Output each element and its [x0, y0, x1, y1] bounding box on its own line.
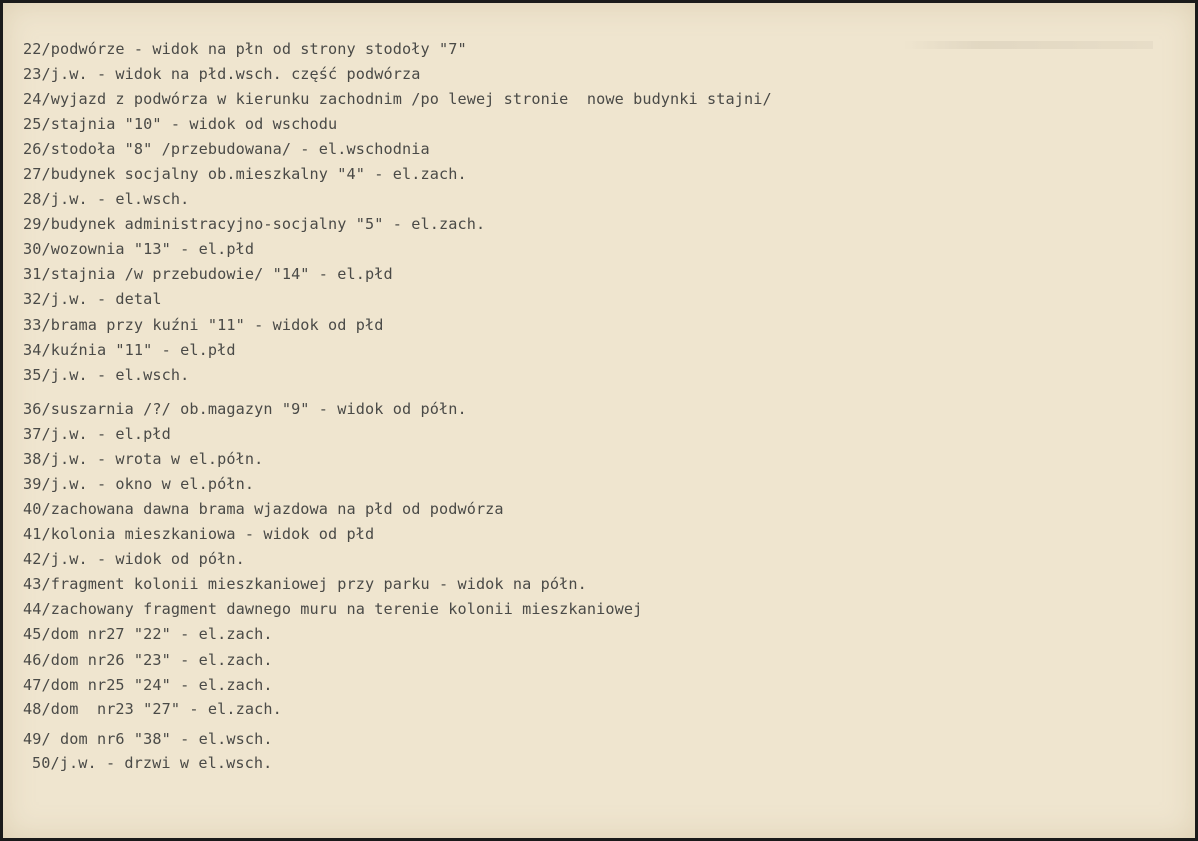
entry-44: 44/zachowany fragment dawnego muru na terenie kolonii mieszkaniowej [23, 600, 643, 618]
entry-45: 45/dom nr27 "22" - el.zach. [23, 625, 273, 643]
entry-30: 30/wozownia "13" - el.płd [23, 240, 255, 258]
entry-32: 32/j.w. - detal [23, 290, 162, 308]
entry-43: 43/fragment kolonii mieszkaniowej przy parku - widok na półn. [23, 575, 587, 593]
entry-39: 39/j.w. - okno w el.półn. [23, 475, 255, 493]
entry-33: 33/brama przy kuźni "11" - widok od płd [23, 316, 384, 334]
entry-48: 48/dom nr23 "27" - el.zach. [23, 700, 282, 718]
faint-mark [903, 41, 1153, 49]
entry-27: 27/budynek socjalny ob.mieszkalny "4" - el.zach. [23, 165, 467, 183]
entry-25: 25/stajnia "10" - widok od wschodu [23, 115, 338, 133]
entry-46: 46/dom nr26 "23" - el.zach. [23, 651, 273, 669]
entry-29: 29/budynek administracyjno-socjalny "5" - el.zach. [23, 215, 486, 233]
entry-28: 28/j.w. - el.wsch. [23, 190, 190, 208]
entry-38: 38/j.w. - wrota w el.półn. [23, 450, 264, 468]
entry-37: 37/j.w. - el.płd [23, 425, 171, 443]
entry-36: 36/suszarnia /?/ ob.magazyn "9" - widok od półn. [23, 400, 467, 418]
entry-26: 26/stodoła "8" /przebudowana/ - el.wschodnia [23, 140, 430, 158]
entry-35: 35/j.w. - el.wsch. [23, 366, 190, 384]
entry-40: 40/zachowana dawna brama wjazdowa na płd od podwórza [23, 500, 504, 518]
entry-23: 23/j.w. - widok na płd.wsch. część podwórza [23, 65, 421, 83]
entry-24: 24/wyjazd z podwórza w kierunku zachodnim /po lewej stronie nowe budynki stajni/ [23, 90, 772, 108]
entry-49: 49/ dom nr6 "38" - el.wsch. [23, 730, 273, 748]
entry-50: 50/j.w. - drzwi w el.wsch. [32, 754, 273, 772]
entry-42: 42/j.w. - widok od półn. [23, 550, 245, 568]
entry-22: 22/podwórze - widok na płn od strony stodoły "7" [23, 40, 467, 58]
index-card [3, 3, 1195, 838]
entry-31: 31/stajnia /w przebudowie/ "14" - el.płd [23, 265, 393, 283]
entry-34: 34/kuźnia "11" - el.płd [23, 341, 236, 359]
entry-47: 47/dom nr25 "24" - el.zach. [23, 676, 273, 694]
entry-41: 41/kolonia mieszkaniowa - widok od płd [23, 525, 375, 543]
